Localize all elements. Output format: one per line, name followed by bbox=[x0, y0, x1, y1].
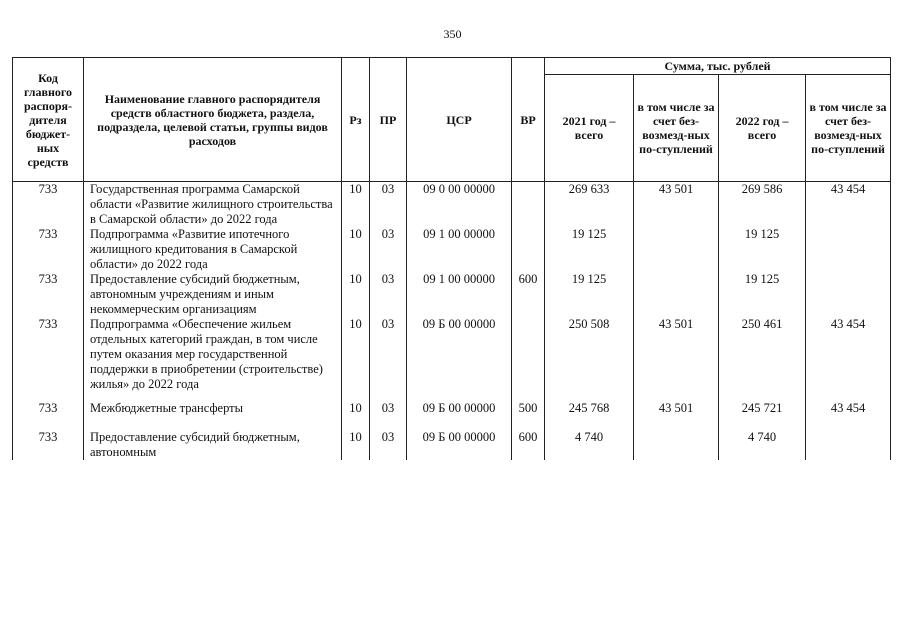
cell-csr: 09 Б 00 00000 bbox=[407, 401, 512, 416]
table-row bbox=[13, 227, 891, 272]
budget-table bbox=[12, 57, 891, 460]
cell-vr bbox=[512, 182, 545, 228]
cell-csr: 09 Б 00 00000 bbox=[407, 430, 512, 460]
cell-2022-total: 269 586 bbox=[719, 182, 806, 228]
cell-rz: 10 bbox=[342, 182, 370, 228]
cell-pr: 03 bbox=[370, 430, 407, 460]
cell-vr bbox=[512, 227, 545, 272]
cell-rz: 10 bbox=[342, 317, 370, 392]
cell-code: 733 bbox=[13, 272, 84, 317]
header-2021-free: в том числе за счет без-возмезд-ных по-ступлений bbox=[634, 75, 719, 182]
header-name: Наименование главного распорядителя средств областного бюджета, раздела, подраздела, целевой статьи, группы видов расходов bbox=[84, 58, 342, 182]
header-code: Код главного распоря-дителя бюджет-ных средств bbox=[13, 58, 84, 182]
cell-rz: 10 bbox=[342, 227, 370, 272]
cell-name: Подпрограмма «Развитие ипотечного жилищного кредитования в Самарской области» до 2022 года bbox=[84, 227, 342, 272]
cell-2022-free: 43 454 bbox=[806, 182, 891, 228]
table-row bbox=[13, 401, 891, 416]
cell-name: Межбюджетные трансферты bbox=[84, 401, 342, 416]
cell-2022-free: 43 454 bbox=[806, 401, 891, 416]
cell-2022-total: 4 740 bbox=[719, 430, 806, 460]
cell-2022-free bbox=[806, 272, 891, 317]
cell-2021-free: 43 501 bbox=[634, 317, 719, 392]
cell-code: 733 bbox=[13, 430, 84, 460]
cell-csr: 09 0 00 00000 bbox=[407, 182, 512, 228]
header-csr: ЦСР bbox=[407, 58, 512, 182]
cell-code: 733 bbox=[13, 317, 84, 392]
cell-pr: 03 bbox=[370, 182, 407, 228]
cell-code: 733 bbox=[13, 401, 84, 416]
cell-name: Подпрограмма «Обеспечение жильем отдельных категорий граждан, в том числе путем оказания мер государственной поддержки в приобретении (строительстве) жилья» до 2022 года bbox=[84, 317, 342, 392]
cell-pr: 03 bbox=[370, 401, 407, 416]
cell-2021-total: 4 740 bbox=[545, 430, 634, 460]
table-body bbox=[13, 182, 891, 461]
cell-vr: 500 bbox=[512, 401, 545, 416]
cell-2021-total: 19 125 bbox=[545, 227, 634, 272]
cell-2021-free bbox=[634, 272, 719, 317]
cell-2021-total: 250 508 bbox=[545, 317, 634, 392]
row-spacer bbox=[13, 392, 891, 401]
cell-2022-free: 43 454 bbox=[806, 317, 891, 392]
header-2022-free: в том числе за счет без-возмезд-ных по-ступлений bbox=[806, 75, 891, 182]
cell-2021-total: 19 125 bbox=[545, 272, 634, 317]
header-pr: ПР bbox=[370, 58, 407, 182]
cell-2022-total: 245 721 bbox=[719, 401, 806, 416]
cell-code: 733 bbox=[13, 182, 84, 228]
cell-2022-total: 250 461 bbox=[719, 317, 806, 392]
cell-pr: 03 bbox=[370, 272, 407, 317]
header-sum: Сумма, тыс. рублей bbox=[545, 58, 891, 75]
cell-vr bbox=[512, 317, 545, 392]
cell-2022-free bbox=[806, 227, 891, 272]
cell-rz: 10 bbox=[342, 430, 370, 460]
cell-csr: 09 1 00 00000 bbox=[407, 272, 512, 317]
cell-name: Предоставление субсидий бюджетным, автономным bbox=[84, 430, 342, 460]
table-row bbox=[13, 272, 891, 317]
cell-2022-total: 19 125 bbox=[719, 227, 806, 272]
header-2021-total: 2021 год – всего bbox=[545, 75, 634, 182]
page-number: 350 bbox=[443, 27, 462, 41]
cell-2021-free bbox=[634, 430, 719, 460]
cell-name: Государственная программа Самарской области «Развитие жилищного строительства в Самарской области» до 2022 года bbox=[84, 182, 342, 228]
cell-vr: 600 bbox=[512, 430, 545, 460]
cell-rz: 10 bbox=[342, 401, 370, 416]
cell-2021-total: 269 633 bbox=[545, 182, 634, 228]
table-header bbox=[13, 58, 891, 182]
cell-pr: 03 bbox=[370, 317, 407, 392]
cell-csr: 09 1 00 00000 bbox=[407, 227, 512, 272]
header-rz: Рз bbox=[342, 58, 370, 182]
cell-2021-total: 245 768 bbox=[545, 401, 634, 416]
cell-rz: 10 bbox=[342, 272, 370, 317]
cell-2021-free bbox=[634, 227, 719, 272]
cell-2022-free bbox=[806, 430, 891, 460]
table-row bbox=[13, 182, 891, 228]
cell-vr: 600 bbox=[512, 272, 545, 317]
cell-name: Предоставление субсидий бюджетным, автономным учреждениям и иным некоммерческим организациям bbox=[84, 272, 342, 317]
table-row bbox=[13, 430, 891, 460]
header-2022-total: 2022 год – всего bbox=[719, 75, 806, 182]
cell-code: 733 bbox=[13, 227, 84, 272]
row-spacer bbox=[13, 416, 891, 430]
header-vr: ВР bbox=[512, 58, 545, 182]
cell-2021-free: 43 501 bbox=[634, 401, 719, 416]
table-row bbox=[13, 317, 891, 392]
cell-csr: 09 Б 00 00000 bbox=[407, 317, 512, 392]
cell-pr: 03 bbox=[370, 227, 407, 272]
cell-2021-free: 43 501 bbox=[634, 182, 719, 228]
cell-2022-total: 19 125 bbox=[719, 272, 806, 317]
